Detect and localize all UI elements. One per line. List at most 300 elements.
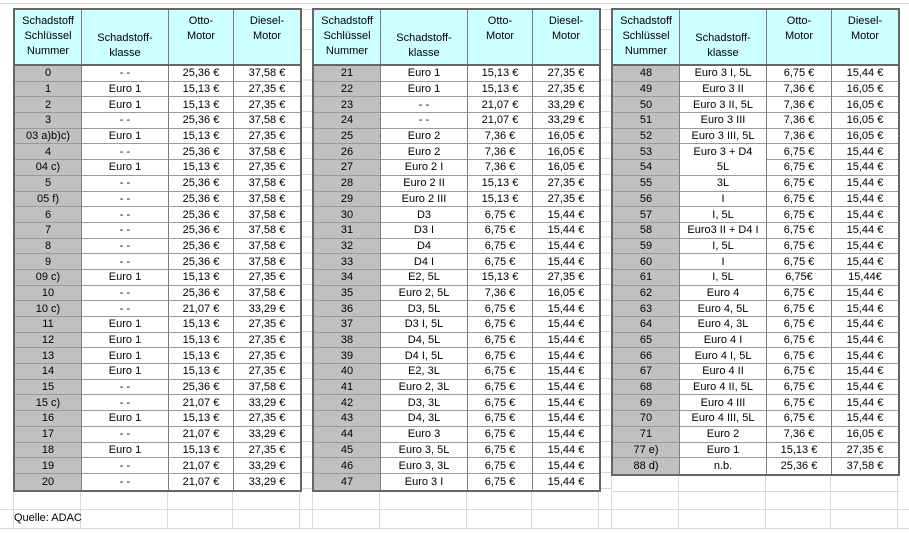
otto-price-cell: 6,75 € [468, 443, 533, 459]
header-class-column [82, 10, 169, 64]
class-cell: D3 I [381, 223, 468, 239]
class-cell: - - [381, 113, 468, 129]
otto-price-cell: 6,75 € [767, 239, 832, 255]
table-row [613, 192, 898, 208]
diesel-price-cell: 37,58 € [234, 176, 300, 192]
header-line: Schadstoff [620, 15, 672, 27]
diesel-price-cell: 15,44 € [832, 160, 898, 176]
otto-price-cell: 15,13 € [169, 411, 234, 427]
table-row [15, 207, 300, 223]
otto-price-cell: 21,07 € [468, 97, 533, 113]
diesel-price-cell: 15,44 € [832, 301, 898, 317]
diesel-price-cell: 15,44 € [533, 317, 599, 333]
key-cell: 38 [314, 333, 381, 349]
table-row [15, 301, 300, 317]
otto-price-cell: 6,75 € [468, 474, 533, 490]
diesel-price-cell: 16,05 € [533, 160, 599, 176]
class-cell: - - [82, 223, 169, 239]
diesel-price-cell: 15,44 € [832, 223, 898, 239]
table-row [15, 474, 300, 490]
otto-price-cell: 15,13 € [468, 192, 533, 208]
table-row [15, 129, 300, 145]
diesel-price-cell: 15,44 € [832, 254, 898, 270]
key-cell: 37 [314, 317, 381, 333]
class-cell: Euro 2 [381, 144, 468, 160]
class-cell: D4 [381, 239, 468, 255]
class-cell: - - [82, 458, 169, 474]
diesel-price-cell: 37,58 € [234, 223, 300, 239]
table-row [15, 380, 300, 396]
table-row [314, 254, 599, 270]
footer-gridline [0, 528, 909, 529]
otto-price-cell: 15,13 € [468, 176, 533, 192]
table-row [314, 270, 599, 286]
key-cell: 30 [314, 207, 381, 223]
otto-price-cell: 7,36 € [767, 129, 832, 145]
table-row [314, 364, 599, 380]
table-row [613, 223, 898, 239]
tables-row [13, 8, 900, 528]
key-cell: 2 [15, 97, 82, 113]
table-row [314, 427, 599, 443]
otto-price-cell: 6,75 € [767, 286, 832, 302]
otto-price-cell: 21,07 € [468, 113, 533, 129]
header-line: Schlüssel [24, 30, 72, 42]
otto-price-cell: 25,36 € [169, 66, 234, 82]
table-row [613, 144, 898, 160]
diesel-price-cell: 16,05 € [832, 82, 898, 98]
table-row [15, 348, 300, 364]
diesel-price-cell: 15,44 € [533, 223, 599, 239]
class-cell: Euro 4 II, 5L [680, 380, 767, 396]
diesel-price-cell: 37,58 € [234, 286, 300, 302]
otto-price-cell: 15,13 € [767, 443, 832, 459]
table-row [314, 333, 599, 349]
otto-price-cell: 15,13 € [169, 82, 234, 98]
empty-cell [679, 476, 766, 528]
otto-price-cell: 7,36 € [468, 160, 533, 176]
class-cell: Euro 3 + D4 [680, 144, 767, 160]
key-cell: 04 c) [15, 160, 82, 176]
table-row [15, 411, 300, 427]
otto-price-cell: 25,36 € [169, 239, 234, 255]
diesel-price-cell: 37,58 € [234, 66, 300, 82]
diesel-price-cell: 15,44 € [832, 176, 898, 192]
table-row [314, 113, 599, 129]
diesel-price-cell: 37,58 € [234, 113, 300, 129]
table-row [314, 176, 599, 192]
top-gridline [0, 3, 909, 4]
class-cell: D4 I [381, 254, 468, 270]
table-row [314, 286, 599, 302]
otto-price-cell: 15,13 € [169, 364, 234, 380]
diesel-price-cell: 15,44 € [533, 364, 599, 380]
table-row [15, 239, 300, 255]
otto-price-cell: 25,36 € [169, 223, 234, 239]
otto-price-cell: 15,13 € [169, 443, 234, 459]
class-cell: Euro 4, 3L [680, 317, 767, 333]
header-line: klasse [408, 47, 440, 59]
class-cell: I, 5L [680, 207, 767, 223]
otto-price-cell: 6,75 € [468, 223, 533, 239]
table-row [613, 207, 898, 223]
table-row [613, 348, 898, 364]
class-cell: Euro 4, 5L [680, 301, 767, 317]
key-cell: 10 c) [15, 301, 82, 317]
otto-price-cell: 6,75 € [767, 192, 832, 208]
otto-price-cell: 6,75 € [468, 380, 533, 396]
table-row [15, 364, 300, 380]
otto-price-cell: 25,36 € [169, 113, 234, 129]
class-cell: - - [82, 286, 169, 302]
header-diesel-column [832, 10, 898, 64]
header-key-column [314, 10, 381, 64]
class-cell: Euro 2 II [381, 176, 468, 192]
table-row [613, 254, 898, 270]
class-cell: 3L [680, 176, 767, 192]
diesel-price-cell: 15,44 € [533, 380, 599, 396]
spreadsheet-separator-column [302, 9, 312, 528]
key-cell: 24 [314, 113, 381, 129]
diesel-price-cell: 15,44 € [533, 254, 599, 270]
diesel-price-cell: 27,35 € [234, 443, 300, 459]
class-cell: I, 5L [680, 239, 767, 255]
otto-price-cell: 15,13 € [169, 270, 234, 286]
table-row [613, 82, 898, 98]
header-line: klasse [707, 47, 739, 59]
table-row [613, 129, 898, 145]
diesel-price-cell: 15,44 € [533, 207, 599, 223]
class-cell: - - [82, 239, 169, 255]
key-cell: 65 [613, 333, 680, 349]
diesel-price-cell: 27,35 € [234, 364, 300, 380]
diesel-price-cell: 37,58 € [234, 254, 300, 270]
key-cell: 21 [314, 66, 381, 82]
table-row [15, 97, 300, 113]
diesel-price-cell: 27,35 € [533, 270, 599, 286]
class-cell: - - [82, 427, 169, 443]
class-cell: Euro 1 [82, 270, 169, 286]
diesel-price-cell: 33,29 € [234, 301, 300, 317]
otto-price-cell: 6,75 € [767, 223, 832, 239]
otto-price-cell: 6,75 € [767, 411, 832, 427]
class-cell: Euro 1 [82, 160, 169, 176]
key-cell: 52 [613, 129, 680, 145]
empty-cell [766, 476, 831, 528]
otto-price-cell: 6,75 € [468, 427, 533, 443]
class-cell: D3, 3L [381, 395, 468, 411]
diesel-price-cell: 37,58 € [234, 380, 300, 396]
otto-price-cell: 6,75 € [468, 458, 533, 474]
table-row [15, 66, 300, 82]
diesel-price-cell: 15,44 € [533, 443, 599, 459]
class-cell: D4, 3L [381, 411, 468, 427]
otto-price-cell: 21,07 € [169, 427, 234, 443]
diesel-price-cell: 16,05 € [832, 113, 898, 129]
table-row [613, 270, 898, 286]
key-cell: 6 [15, 207, 82, 223]
otto-price-cell: 7,36 € [767, 97, 832, 113]
key-cell: 7 [15, 223, 82, 239]
table-row [15, 443, 300, 459]
diesel-price-cell: 15,44 € [547, 475, 585, 488]
class-cell: D3 I, 5L [381, 317, 468, 333]
source-note: Quelle: ADAC [14, 512, 82, 524]
header-line: Diesel- [847, 15, 883, 27]
rate-table [312, 8, 601, 492]
table-row [613, 286, 898, 302]
class-cell: - - [82, 207, 169, 223]
diesel-price-cell: 15,44 € [533, 301, 599, 317]
class-cell: - - [82, 254, 169, 270]
diesel-price-cell: 15,44 € [533, 395, 599, 411]
otto-price-cell: 21,07 € [169, 474, 234, 490]
table-header [613, 10, 898, 66]
diesel-price-cell: 15,44 € [533, 333, 599, 349]
diesel-price-cell: 15,44 € [832, 192, 898, 208]
key-cell: 8 [15, 239, 82, 255]
class-cell: D3, 5L [381, 301, 468, 317]
class-cell: Euro 4 [680, 286, 767, 302]
class-cell: I [680, 254, 767, 270]
class-cell: D3 [381, 207, 468, 223]
class-cell: - - [82, 176, 169, 192]
key-cell: 4 [15, 144, 82, 160]
header-otto-column [468, 10, 533, 64]
key-cell: 5 [15, 176, 82, 192]
empty-grid-cells [611, 476, 900, 528]
otto-price-cell: 25,36 € [169, 176, 234, 192]
class-cell: Euro 3 I [381, 474, 468, 490]
table-row [613, 239, 898, 255]
key-cell: 66 [613, 348, 680, 364]
key-cell: 0 [15, 66, 82, 82]
header-line: Motor [551, 30, 581, 42]
key-cell: 58 [613, 223, 680, 239]
class-cell: Euro 3 I, 5L [680, 66, 767, 82]
header-class-column [381, 10, 468, 64]
diesel-price-cell: 37,58 € [234, 192, 300, 208]
diesel-price-cell: 27,35 € [234, 97, 300, 113]
diesel-price-cell: 16,05 € [533, 144, 599, 160]
header-line: Nummer [325, 45, 369, 57]
otto-price-cell: 6,75 € [767, 160, 832, 176]
header-line: klasse [109, 47, 141, 59]
key-cell: 1 [15, 82, 82, 98]
diesel-price-cell: 15,44 € [533, 239, 599, 255]
key-cell: 17 [15, 427, 82, 443]
diesel-price-cell: 15,44 € [832, 286, 898, 302]
diesel-price-cell: 15,44 € [533, 411, 599, 427]
class-cell: - - [82, 395, 169, 411]
table-row [15, 395, 300, 411]
key-cell: 49 [613, 82, 680, 98]
table-row [15, 458, 300, 474]
diesel-price-cell: 27,35 € [533, 176, 599, 192]
diesel-price-cell: 33,29 € [234, 427, 300, 443]
table-row [613, 66, 898, 82]
table-row [613, 113, 898, 129]
key-cell: 16 [15, 411, 82, 427]
key-cell: 9 [15, 254, 82, 270]
key-cell: 44 [314, 427, 381, 443]
class-cell: - - [82, 380, 169, 396]
class-cell: Euro 2 [381, 129, 468, 145]
diesel-price-cell: 15,44 € [832, 364, 898, 380]
otto-price-cell: 6,75 € [767, 380, 832, 396]
otto-price-cell: 6,75 € [767, 301, 832, 317]
rate-table [611, 8, 900, 476]
otto-price-cell: 21,07 € [169, 395, 234, 411]
diesel-price-cell: 16,05 € [832, 427, 898, 443]
header-line: Schadstoff- [695, 32, 751, 44]
key-cell: 47 [314, 474, 381, 490]
separator-gridlines [302, 65, 312, 492]
class-cell: Euro 3 III [680, 113, 767, 129]
header-line: Nummer [26, 45, 70, 57]
key-cell: 32 [314, 239, 381, 255]
table-row [314, 458, 599, 474]
class-cell: Euro 1 [82, 129, 169, 145]
header-line: Motor [252, 30, 282, 42]
table-row [613, 395, 898, 411]
key-cell: 20 [15, 474, 82, 490]
table-row [613, 364, 898, 380]
rate-table [13, 8, 302, 492]
diesel-price-cell: 15,44€ [832, 270, 898, 286]
diesel-price-cell: 15,44 € [832, 348, 898, 364]
key-cell: 12 [15, 333, 82, 349]
key-cell: 3 [15, 113, 82, 129]
otto-price-cell: 6,75 € [767, 395, 832, 411]
key-cell: 71 [613, 427, 680, 443]
class-cell: Euro 3, 3L [381, 458, 468, 474]
key-cell: 09 c) [15, 270, 82, 286]
class-cell: - - [82, 474, 169, 490]
diesel-price-cell: 27,35 € [234, 333, 300, 349]
class-cell: Euro 1 [82, 364, 169, 380]
key-cell: 28 [314, 176, 381, 192]
diesel-price-cell: 27,35 € [533, 82, 599, 98]
otto-price-cell: 6,75 € [767, 207, 832, 223]
key-cell: 40 [314, 364, 381, 380]
separator-gridlines [601, 65, 611, 492]
class-cell: Euro 3 II, 5L [680, 97, 767, 113]
otto-price-cell: 25,36 € [169, 380, 234, 396]
otto-price-cell: 25,36 € [169, 192, 234, 208]
class-cell: D4, 5L [381, 333, 468, 349]
class-cell: Euro 4 III [680, 395, 767, 411]
otto-price-cell: 25,36 € [169, 254, 234, 270]
table-row [613, 333, 898, 349]
otto-price-cell: 7,36 € [767, 82, 832, 98]
table-row [613, 427, 898, 443]
class-cell: Euro 3, 5L [381, 443, 468, 459]
table-row [15, 254, 300, 270]
table-row [613, 411, 898, 427]
class-cell: n.b. [680, 458, 767, 474]
otto-price-cell: 15,13 € [169, 160, 234, 176]
diesel-price-cell: 15,44 € [533, 427, 599, 443]
class-cell: Euro 4 II [680, 364, 767, 380]
separator-gridlines [601, 9, 611, 65]
diesel-price-cell: 37,58 € [846, 460, 884, 473]
key-cell: 15 [15, 380, 82, 396]
diesel-price-cell: 16,05 € [832, 129, 898, 145]
table-header [15, 10, 300, 66]
key-cell: 35 [314, 286, 381, 302]
otto-price-cell: 6,75 € [767, 333, 832, 349]
key-cell: 64 [613, 317, 680, 333]
key-cell: 14 [15, 364, 82, 380]
table-row [314, 380, 599, 396]
table-row [314, 207, 599, 223]
diesel-price-cell: 37,58 € [234, 239, 300, 255]
otto-price-cell: 6,75 € [767, 144, 832, 160]
header-line: Nummer [624, 45, 668, 57]
key-cell: 69 [613, 395, 680, 411]
key-cell: 11 [15, 317, 82, 333]
class-cell: I, 5L [680, 270, 767, 286]
table-row [314, 443, 599, 459]
otto-price-cell: 6,75 € [468, 239, 533, 255]
class-cell: Euro 1 [82, 443, 169, 459]
otto-price-cell: 25,36 € [169, 207, 234, 223]
otto-price-cell: 6,75 € [767, 254, 832, 270]
key-cell: 23 [314, 97, 381, 113]
class-cell: Euro 4 III, 5L [680, 411, 767, 427]
header-diesel-column [234, 10, 300, 64]
otto-price-cell: 7,36 € [767, 427, 832, 443]
diesel-price-cell: 15,44 € [832, 317, 898, 333]
table-row [15, 223, 300, 239]
key-cell: 48 [613, 66, 680, 82]
header-line: Otto- [487, 15, 513, 27]
empty-cell [831, 476, 898, 528]
table-row [314, 395, 599, 411]
key-cell: 22 [314, 82, 381, 98]
table-row [613, 301, 898, 317]
class-cell: Euro 3 III, 5L [680, 129, 767, 145]
otto-price-cell: 15,13 € [468, 270, 533, 286]
key-cell: 68 [613, 380, 680, 396]
diesel-price-cell: 37,58 € [234, 144, 300, 160]
diesel-price-cell: 27,35 € [533, 66, 599, 82]
key-cell: 05 f) [15, 192, 82, 208]
otto-price-cell: 6,75 € [468, 364, 533, 380]
otto-price-cell: 21,07 € [169, 301, 234, 317]
key-cell: 18 [15, 443, 82, 459]
otto-price-cell: 6,75 € [767, 66, 832, 82]
class-cell: - - [82, 66, 169, 82]
otto-price-cell: 15,13 € [169, 333, 234, 349]
spreadsheet-separator-column [601, 9, 611, 528]
header-line: Motor [850, 30, 880, 42]
class-cell: - - [82, 113, 169, 129]
diesel-price-cell: 15,44 € [533, 458, 599, 474]
key-cell: 45 [314, 443, 381, 459]
diesel-price-cell: 27,35 € [234, 82, 300, 98]
key-cell: 54 [613, 160, 680, 176]
header-line: Diesel- [548, 15, 584, 27]
diesel-price-cell: 15,44 € [832, 144, 898, 160]
class-cell: Euro 1 [82, 97, 169, 113]
otto-price-cell: 7,36 € [468, 129, 533, 145]
diesel-price-cell: 15,44 € [832, 411, 898, 427]
table-row [613, 160, 898, 176]
table-row [613, 176, 898, 192]
table-row [15, 286, 300, 302]
